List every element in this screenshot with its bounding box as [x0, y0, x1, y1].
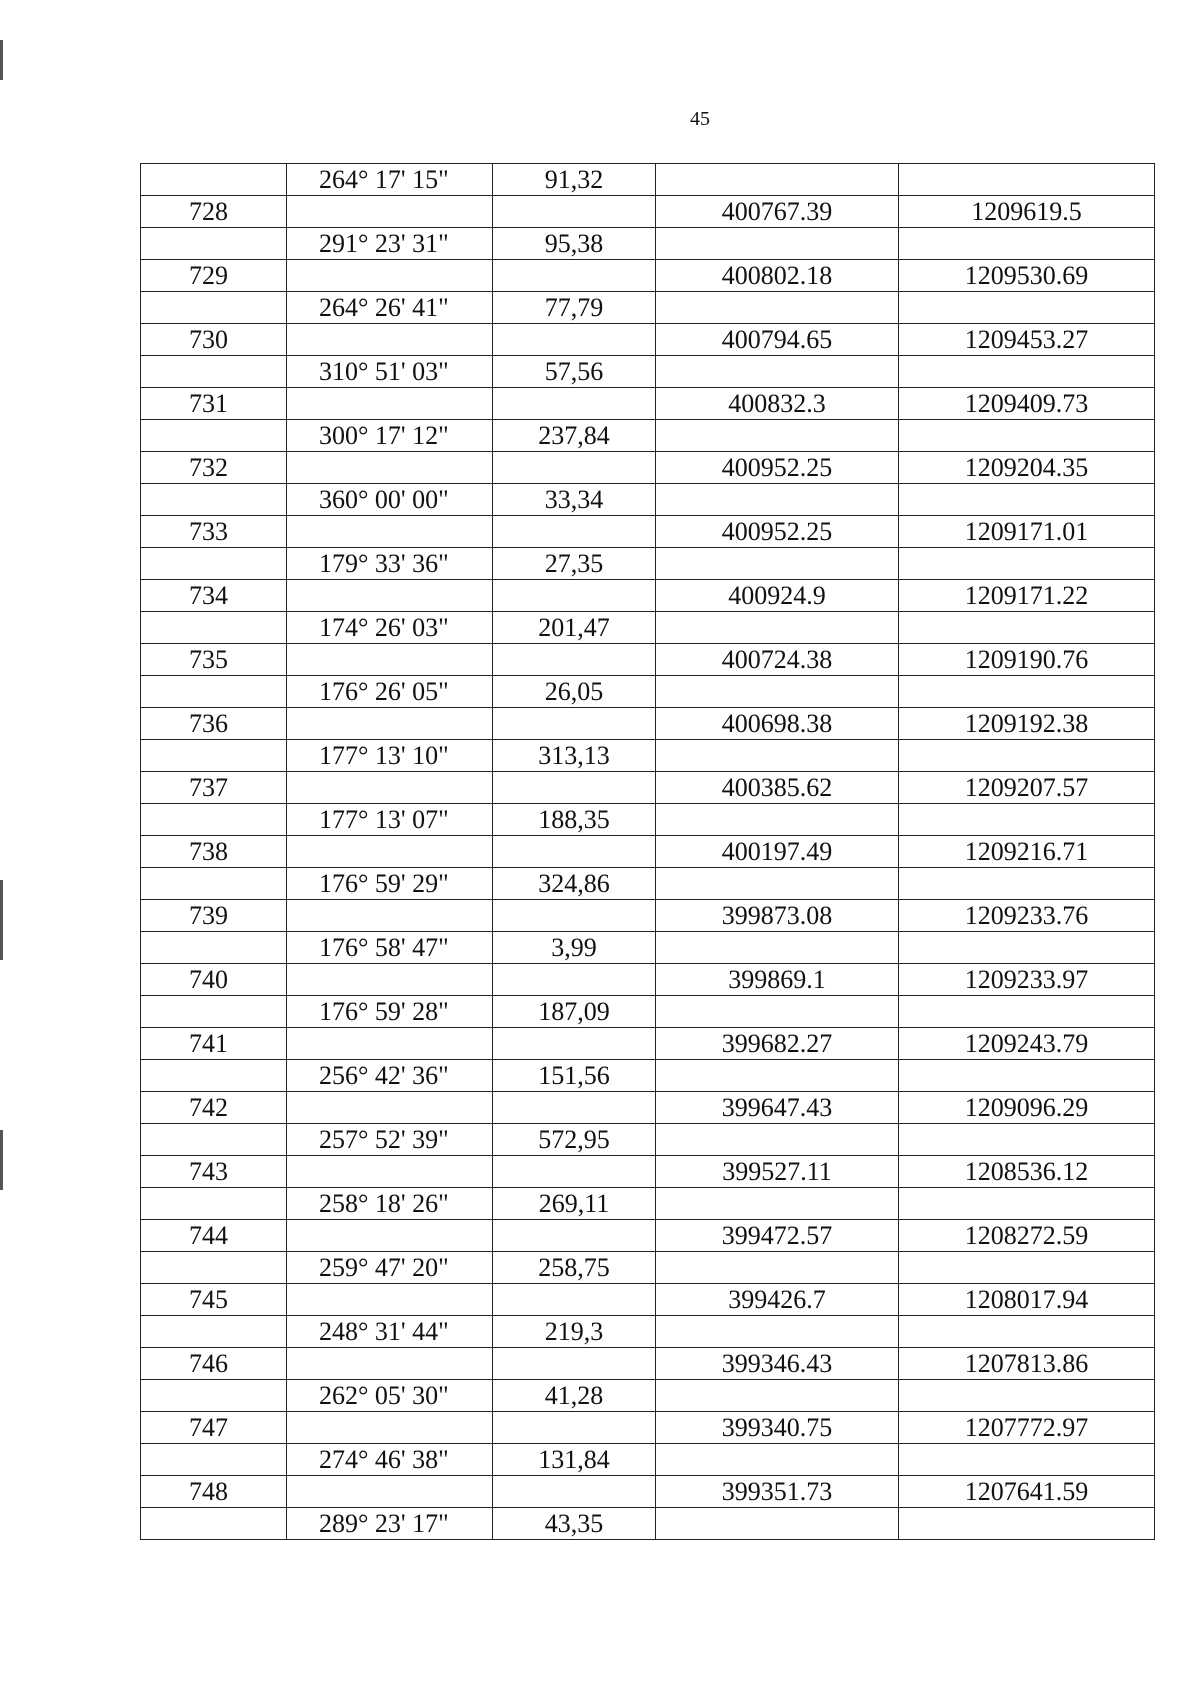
distance-cell	[493, 1348, 656, 1380]
distance-cell: 572,95	[493, 1124, 656, 1156]
table-row	[141, 388, 1155, 420]
x-coordinate-cell: 399426.7	[656, 1284, 899, 1316]
x-coordinate-cell: 399346.43	[656, 1348, 899, 1380]
x-coordinate-cell	[656, 1124, 899, 1156]
y-coordinate-cell: 1209243.79	[899, 1028, 1155, 1060]
bearing-angle-cell	[287, 644, 493, 676]
x-coordinate-cell: 400832.3	[656, 388, 899, 420]
table-row	[141, 772, 1155, 804]
point-number-cell	[141, 804, 287, 836]
point-number-cell: 745	[141, 1284, 287, 1316]
scan-edge-mark	[0, 880, 3, 960]
distance-cell: 3,99	[493, 932, 656, 964]
y-coordinate-cell: 1209171.01	[899, 516, 1155, 548]
table-row	[141, 1220, 1155, 1252]
distance-cell	[493, 1092, 656, 1124]
distance-cell: 187,09	[493, 996, 656, 1028]
bearing-angle-cell	[287, 900, 493, 932]
y-coordinate-cell	[899, 868, 1155, 900]
table-row	[141, 1252, 1155, 1284]
distance-cell: 324,86	[493, 868, 656, 900]
table-row	[141, 644, 1155, 676]
bearing-angle-cell: 310° 51' 03"	[287, 356, 493, 388]
point-number-cell	[141, 356, 287, 388]
scan-edge-mark	[0, 40, 3, 80]
y-coordinate-cell	[899, 1316, 1155, 1348]
table-row	[141, 324, 1155, 356]
y-coordinate-cell: 1209171.22	[899, 580, 1155, 612]
point-number-cell	[141, 868, 287, 900]
table-row	[141, 580, 1155, 612]
y-coordinate-cell: 1208536.12	[899, 1156, 1155, 1188]
distance-cell: 201,47	[493, 612, 656, 644]
distance-cell	[493, 1476, 656, 1508]
point-number-cell: 746	[141, 1348, 287, 1380]
point-number-cell: 748	[141, 1476, 287, 1508]
x-coordinate-cell	[656, 1252, 899, 1284]
x-coordinate-cell	[656, 740, 899, 772]
bearing-angle-cell: 179° 33' 36"	[287, 548, 493, 580]
table-row	[141, 676, 1155, 708]
bearing-angle-cell: 300° 17' 12"	[287, 420, 493, 452]
coordinates-table-body	[141, 164, 1155, 1540]
distance-cell: 41,28	[493, 1380, 656, 1412]
table-row	[141, 420, 1155, 452]
bearing-angle-cell: 257° 52' 39"	[287, 1124, 493, 1156]
y-coordinate-cell	[899, 1188, 1155, 1220]
distance-cell	[493, 452, 656, 484]
table-row	[141, 1476, 1155, 1508]
distance-cell	[493, 1412, 656, 1444]
x-coordinate-cell: 400724.38	[656, 644, 899, 676]
y-coordinate-cell: 1207641.59	[899, 1476, 1155, 1508]
distance-cell: 57,56	[493, 356, 656, 388]
point-number-cell	[141, 932, 287, 964]
point-number-cell: 735	[141, 644, 287, 676]
point-number-cell	[141, 1316, 287, 1348]
bearing-angle-cell	[287, 1412, 493, 1444]
point-number-cell: 738	[141, 836, 287, 868]
x-coordinate-cell	[656, 548, 899, 580]
bearing-angle-cell	[287, 1220, 493, 1252]
y-coordinate-cell: 1208272.59	[899, 1220, 1155, 1252]
bearing-angle-cell: 274° 46' 38"	[287, 1444, 493, 1476]
bearing-angle-cell	[287, 1284, 493, 1316]
point-number-cell	[141, 1380, 287, 1412]
table-row	[141, 612, 1155, 644]
distance-cell	[493, 772, 656, 804]
distance-cell	[493, 836, 656, 868]
table-row	[141, 1028, 1155, 1060]
x-coordinate-cell	[656, 1060, 899, 1092]
table-row	[141, 868, 1155, 900]
point-number-cell: 736	[141, 708, 287, 740]
y-coordinate-cell: 1209233.97	[899, 964, 1155, 996]
point-number-cell	[141, 1124, 287, 1156]
distance-cell: 237,84	[493, 420, 656, 452]
table-row	[141, 1444, 1155, 1476]
y-coordinate-cell: 1209207.57	[899, 772, 1155, 804]
x-coordinate-cell	[656, 676, 899, 708]
y-coordinate-cell: 1209192.38	[899, 708, 1155, 740]
x-coordinate-cell: 400385.62	[656, 772, 899, 804]
y-coordinate-cell	[899, 228, 1155, 260]
bearing-angle-cell	[287, 196, 493, 228]
bearing-angle-cell: 291° 23' 31"	[287, 228, 493, 260]
distance-cell	[493, 1220, 656, 1252]
bearing-angle-cell: 259° 47' 20"	[287, 1252, 493, 1284]
x-coordinate-cell: 399647.43	[656, 1092, 899, 1124]
distance-cell	[493, 644, 656, 676]
distance-cell	[493, 1284, 656, 1316]
point-number-cell	[141, 612, 287, 644]
y-coordinate-cell: 1209453.27	[899, 324, 1155, 356]
distance-cell	[493, 324, 656, 356]
point-number-cell: 733	[141, 516, 287, 548]
distance-cell	[493, 388, 656, 420]
table-row	[141, 964, 1155, 996]
y-coordinate-cell	[899, 420, 1155, 452]
bearing-angle-cell: 262° 05' 30"	[287, 1380, 493, 1412]
point-number-cell: 737	[141, 772, 287, 804]
y-coordinate-cell: 1207772.97	[899, 1412, 1155, 1444]
y-coordinate-cell	[899, 1508, 1155, 1540]
bearing-angle-cell: 177° 13' 10"	[287, 740, 493, 772]
bearing-angle-cell: 174° 26' 03"	[287, 612, 493, 644]
point-number-cell: 743	[141, 1156, 287, 1188]
x-coordinate-cell: 400952.25	[656, 452, 899, 484]
x-coordinate-cell: 399340.75	[656, 1412, 899, 1444]
bearing-angle-cell: 248° 31' 44"	[287, 1316, 493, 1348]
y-coordinate-cell	[899, 1252, 1155, 1284]
distance-cell: 95,38	[493, 228, 656, 260]
x-coordinate-cell	[656, 868, 899, 900]
x-coordinate-cell	[656, 292, 899, 324]
y-coordinate-cell: 1209233.76	[899, 900, 1155, 932]
point-number-cell: 744	[141, 1220, 287, 1252]
bearing-angle-cell: 176° 59' 28"	[287, 996, 493, 1028]
x-coordinate-cell: 400767.39	[656, 196, 899, 228]
y-coordinate-cell: 1209190.76	[899, 644, 1155, 676]
x-coordinate-cell	[656, 1444, 899, 1476]
bearing-angle-cell: 264° 26' 41"	[287, 292, 493, 324]
point-number-cell: 739	[141, 900, 287, 932]
point-number-cell: 741	[141, 1028, 287, 1060]
distance-cell: 27,35	[493, 548, 656, 580]
table-row	[141, 1412, 1155, 1444]
x-coordinate-cell	[656, 164, 899, 196]
bearing-angle-cell	[287, 452, 493, 484]
y-coordinate-cell: 1209530.69	[899, 260, 1155, 292]
distance-cell	[493, 516, 656, 548]
x-coordinate-cell: 400952.25	[656, 516, 899, 548]
point-number-cell: 734	[141, 580, 287, 612]
distance-cell	[493, 580, 656, 612]
distance-cell: 313,13	[493, 740, 656, 772]
x-coordinate-cell: 400197.49	[656, 836, 899, 868]
point-number-cell	[141, 740, 287, 772]
y-coordinate-cell: 1209096.29	[899, 1092, 1155, 1124]
table-row	[141, 1284, 1155, 1316]
y-coordinate-cell	[899, 484, 1155, 516]
point-number-cell	[141, 996, 287, 1028]
x-coordinate-cell: 399527.11	[656, 1156, 899, 1188]
y-coordinate-cell	[899, 1060, 1155, 1092]
point-number-cell	[141, 1444, 287, 1476]
x-coordinate-cell	[656, 420, 899, 452]
point-number-cell	[141, 548, 287, 580]
bearing-angle-cell: 289° 23' 17"	[287, 1508, 493, 1540]
table-row	[141, 804, 1155, 836]
point-number-cell: 728	[141, 196, 287, 228]
distance-cell: 131,84	[493, 1444, 656, 1476]
point-number-cell: 730	[141, 324, 287, 356]
distance-cell: 258,75	[493, 1252, 656, 1284]
distance-cell	[493, 260, 656, 292]
distance-cell	[493, 900, 656, 932]
bearing-angle-cell: 264° 17' 15"	[287, 164, 493, 196]
y-coordinate-cell	[899, 548, 1155, 580]
table-row	[141, 1316, 1155, 1348]
table-row	[141, 484, 1155, 516]
y-coordinate-cell	[899, 612, 1155, 644]
point-number-cell: 742	[141, 1092, 287, 1124]
point-number-cell	[141, 292, 287, 324]
scan-edge-mark	[0, 1130, 3, 1190]
point-number-cell	[141, 676, 287, 708]
y-coordinate-cell	[899, 1380, 1155, 1412]
y-coordinate-cell: 1209216.71	[899, 836, 1155, 868]
distance-cell: 33,34	[493, 484, 656, 516]
y-coordinate-cell	[899, 356, 1155, 388]
bearing-angle-cell	[287, 1028, 493, 1060]
point-number-cell	[141, 1060, 287, 1092]
x-coordinate-cell	[656, 1316, 899, 1348]
bearing-angle-cell: 176° 59' 29"	[287, 868, 493, 900]
bearing-angle-cell: 177° 13' 07"	[287, 804, 493, 836]
table-row	[141, 292, 1155, 324]
table-row	[141, 708, 1155, 740]
distance-cell: 269,11	[493, 1188, 656, 1220]
x-coordinate-cell	[656, 996, 899, 1028]
y-coordinate-cell	[899, 164, 1155, 196]
table-row	[141, 228, 1155, 260]
x-coordinate-cell: 400924.9	[656, 580, 899, 612]
table-row	[141, 260, 1155, 292]
x-coordinate-cell	[656, 612, 899, 644]
point-number-cell: 729	[141, 260, 287, 292]
coordinates-table	[140, 163, 1155, 1540]
y-coordinate-cell	[899, 676, 1155, 708]
table-row	[141, 996, 1155, 1028]
distance-cell: 43,35	[493, 1508, 656, 1540]
distance-cell: 26,05	[493, 676, 656, 708]
x-coordinate-cell	[656, 484, 899, 516]
distance-cell	[493, 964, 656, 996]
bearing-angle-cell: 256° 42' 36"	[287, 1060, 493, 1092]
table-row	[141, 1380, 1155, 1412]
distance-cell	[493, 708, 656, 740]
point-number-cell	[141, 1252, 287, 1284]
point-number-cell	[141, 420, 287, 452]
distance-cell: 151,56	[493, 1060, 656, 1092]
table-row	[141, 900, 1155, 932]
bearing-angle-cell	[287, 388, 493, 420]
distance-cell	[493, 1028, 656, 1060]
table-row	[141, 1348, 1155, 1380]
x-coordinate-cell: 400794.65	[656, 324, 899, 356]
bearing-angle-cell	[287, 1092, 493, 1124]
x-coordinate-cell	[656, 1508, 899, 1540]
table-row	[141, 836, 1155, 868]
table-row	[141, 548, 1155, 580]
table-row	[141, 1188, 1155, 1220]
point-number-cell: 732	[141, 452, 287, 484]
x-coordinate-cell	[656, 1380, 899, 1412]
x-coordinate-cell	[656, 228, 899, 260]
table-row	[141, 1124, 1155, 1156]
distance-cell	[493, 196, 656, 228]
bearing-angle-cell	[287, 772, 493, 804]
y-coordinate-cell: 1207813.86	[899, 1348, 1155, 1380]
bearing-angle-cell	[287, 1156, 493, 1188]
x-coordinate-cell: 399873.08	[656, 900, 899, 932]
x-coordinate-cell: 400802.18	[656, 260, 899, 292]
point-number-cell	[141, 228, 287, 260]
table-row	[141, 1156, 1155, 1188]
table-row	[141, 164, 1155, 196]
point-number-cell: 747	[141, 1412, 287, 1444]
point-number-cell: 731	[141, 388, 287, 420]
page-number: 45	[690, 108, 710, 130]
distance-cell: 91,32	[493, 164, 656, 196]
bearing-angle-cell	[287, 1476, 493, 1508]
x-coordinate-cell	[656, 932, 899, 964]
y-coordinate-cell	[899, 1444, 1155, 1476]
point-number-cell: 740	[141, 964, 287, 996]
x-coordinate-cell: 399869.1	[656, 964, 899, 996]
table-row	[141, 932, 1155, 964]
y-coordinate-cell: 1209409.73	[899, 388, 1155, 420]
point-number-cell	[141, 1508, 287, 1540]
bearing-angle-cell	[287, 1348, 493, 1380]
y-coordinate-cell: 1208017.94	[899, 1284, 1155, 1316]
y-coordinate-cell	[899, 1124, 1155, 1156]
table-row	[141, 196, 1155, 228]
bearing-angle-cell	[287, 964, 493, 996]
table-row	[141, 1092, 1155, 1124]
bearing-angle-cell	[287, 260, 493, 292]
distance-cell: 77,79	[493, 292, 656, 324]
y-coordinate-cell	[899, 932, 1155, 964]
table-row	[141, 516, 1155, 548]
bearing-angle-cell	[287, 708, 493, 740]
bearing-angle-cell	[287, 324, 493, 356]
distance-cell: 219,3	[493, 1316, 656, 1348]
y-coordinate-cell: 1209204.35	[899, 452, 1155, 484]
table-row	[141, 1060, 1155, 1092]
bearing-angle-cell: 176° 26' 05"	[287, 676, 493, 708]
x-coordinate-cell: 400698.38	[656, 708, 899, 740]
table-row	[141, 356, 1155, 388]
bearing-angle-cell: 360° 00' 00"	[287, 484, 493, 516]
y-coordinate-cell	[899, 804, 1155, 836]
x-coordinate-cell: 399472.57	[656, 1220, 899, 1252]
point-number-cell	[141, 1188, 287, 1220]
distance-cell: 188,35	[493, 804, 656, 836]
y-coordinate-cell: 1209619.5	[899, 196, 1155, 228]
x-coordinate-cell: 399682.27	[656, 1028, 899, 1060]
distance-cell	[493, 1156, 656, 1188]
bearing-angle-cell	[287, 580, 493, 612]
y-coordinate-cell	[899, 292, 1155, 324]
bearing-angle-cell: 176° 58' 47"	[287, 932, 493, 964]
table-row	[141, 1508, 1155, 1540]
point-number-cell	[141, 484, 287, 516]
bearing-angle-cell: 258° 18' 26"	[287, 1188, 493, 1220]
x-coordinate-cell: 399351.73	[656, 1476, 899, 1508]
bearing-angle-cell	[287, 836, 493, 868]
bearing-angle-cell	[287, 516, 493, 548]
x-coordinate-cell	[656, 1188, 899, 1220]
y-coordinate-cell	[899, 996, 1155, 1028]
table-row	[141, 452, 1155, 484]
y-coordinate-cell	[899, 740, 1155, 772]
x-coordinate-cell	[656, 356, 899, 388]
point-number-cell	[141, 164, 287, 196]
x-coordinate-cell	[656, 804, 899, 836]
table-row	[141, 740, 1155, 772]
